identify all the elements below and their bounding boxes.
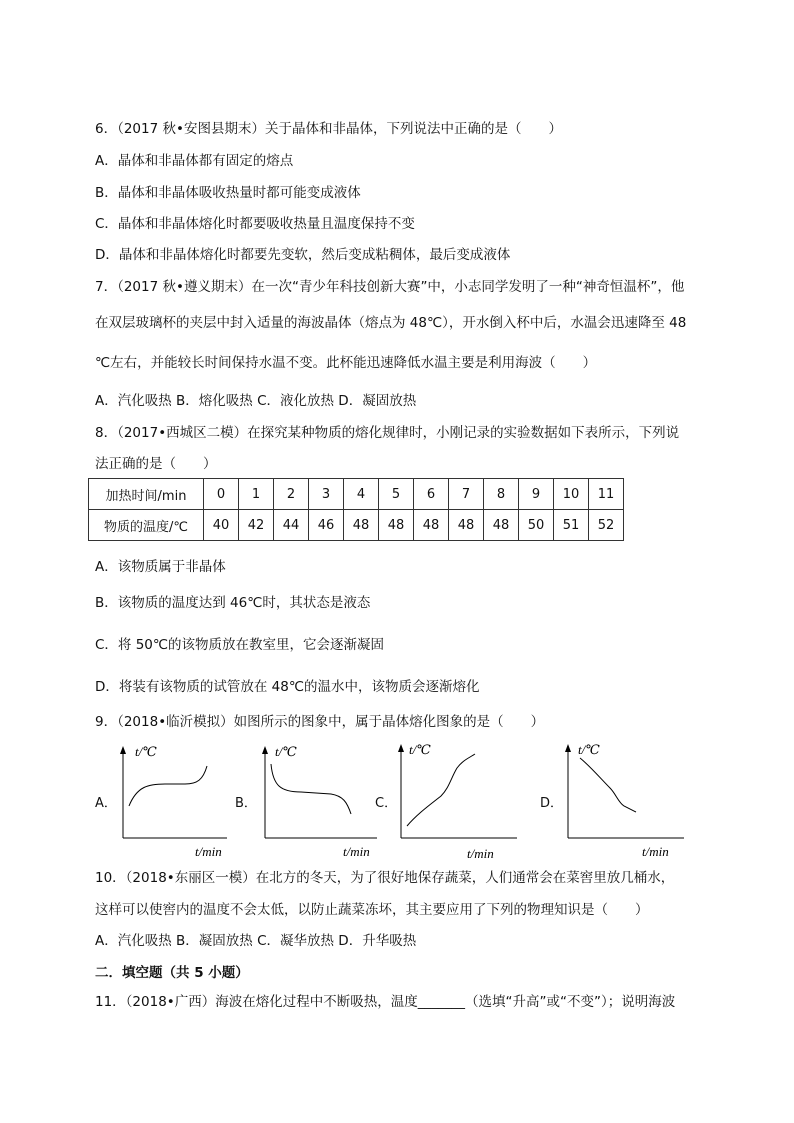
q10-line1: 10．（2018•东丽区一模）在北方的冬天，为了很好地保存蔬菜，人们通常会在菜窖里放几桶水， xyxy=(95,870,675,886)
time-cell: 9 xyxy=(519,479,554,510)
graph-b-xlabel: t/min xyxy=(343,844,370,859)
q6-option-a: A．晶体和非晶体都有固定的熔点 xyxy=(95,153,294,169)
q7-line1: 7．（2017 秋•遵义期末）在一次“青少年科技创新大赛”中，小志同学发明了一种“神奇恒温杯”，他 xyxy=(95,279,685,295)
q6-option-c: C．晶体和非晶体熔化时都要吸收热量且温度保持不变 xyxy=(95,216,415,232)
graph-d-ylabel: t/℃ xyxy=(578,742,600,757)
temp-cell: 48 xyxy=(414,510,449,541)
time-cell: 8 xyxy=(484,479,519,510)
graph-d-plot xyxy=(560,742,700,862)
q8-option-a: A．该物质属于非晶体 xyxy=(95,559,226,575)
q8-option-b: B．该物质的温度达到 46℃时，其状态是液态 xyxy=(95,595,371,611)
time-cell: 2 xyxy=(274,479,309,510)
graph-c-ylabel: t/℃ xyxy=(409,742,431,757)
time-cell: 6 xyxy=(414,479,449,510)
q7-line3: ℃左右，并能较长时间保持水温不变。此杯能迅速降低水温主要是利用海波（ ） xyxy=(95,355,597,371)
temp-cell: 44 xyxy=(274,510,309,541)
q7-line2: 在双层玻璃杯的夹层中封入适量的海波晶体（熔点为 48℃），开水倒入杯中后，水温会迅速降至 48 xyxy=(95,315,687,331)
graph-a-ylabel: t/℃ xyxy=(135,744,157,759)
q6-option-b: B．晶体和非晶体吸收热量时都可能变成液体 xyxy=(95,185,361,201)
time-cell: 4 xyxy=(344,479,379,510)
q11-line1: 11．（2018•广西）海波在熔化过程中不断吸热，温度_______（选填“升高”或“不变”）；说明海波 xyxy=(95,994,676,1010)
temp-cell: 42 xyxy=(239,510,274,541)
graph-d-xlabel: t/min xyxy=(642,844,669,859)
graph-a-xlabel: t/min xyxy=(195,844,222,859)
table-row xyxy=(89,510,624,541)
section-heading: 二．填空题（共 5 小题） xyxy=(95,965,249,981)
temp-cell: 48 xyxy=(344,510,379,541)
temp-cell: 48 xyxy=(484,510,519,541)
graph-b-plot xyxy=(257,742,387,862)
temp-cell: 50 xyxy=(519,510,554,541)
time-cell: 3 xyxy=(309,479,344,510)
time-cell: 7 xyxy=(449,479,484,510)
table-row-header: 加热时间/min xyxy=(89,479,204,510)
q7-options: A．汽化吸热 B．熔化吸热 C．液化放热 D．凝固放热 xyxy=(95,393,417,409)
q8-data-table xyxy=(88,478,624,541)
graph-c-label: C． xyxy=(375,796,398,811)
graph-b-label: B． xyxy=(235,796,257,811)
q8-line2: 法正确的是（ ） xyxy=(95,456,217,472)
time-cell: 11 xyxy=(589,479,624,510)
graph-c-xlabel: t/min xyxy=(467,846,494,861)
q8-line1: 8．（2017•西城区二模）在探究某种物质的熔化规律时，小刚记录的实验数据如下表所示，下列说 xyxy=(95,425,680,441)
table-row-header: 物质的温度/℃ xyxy=(89,510,204,541)
time-cell: 10 xyxy=(554,479,589,510)
temp-cell: 46 xyxy=(309,510,344,541)
q8-option-d: D．将装有该物质的试管放在 48℃的温水中，该物质会逐渐熔化 xyxy=(95,679,480,695)
graph-a-label: A． xyxy=(95,796,117,811)
graph-b-ylabel: t/℃ xyxy=(275,744,297,759)
table-row xyxy=(89,479,624,510)
graph-a-plot xyxy=(115,742,245,862)
graph-c-plot xyxy=(393,742,533,862)
time-cell: 1 xyxy=(239,479,274,510)
q10-options: A．汽化吸热 B．凝固放热 C．凝华放热 D．升华吸热 xyxy=(95,933,417,949)
q9-stem: 9．（2018•临沂模拟）如图所示的图象中，属于晶体熔化图象的是（ ） xyxy=(95,714,545,730)
q6-option-d: D．晶体和非晶体熔化时都要先变软，然后变成粘稠体，最后变成液体 xyxy=(95,247,511,263)
temp-cell: 48 xyxy=(379,510,414,541)
temp-cell: 48 xyxy=(449,510,484,541)
temp-cell: 52 xyxy=(589,510,624,541)
q8-option-c: C．将 50℃的该物质放在教室里，它会逐渐凝固 xyxy=(95,637,385,653)
temp-cell: 40 xyxy=(204,510,239,541)
graph-d-label: D． xyxy=(540,796,564,811)
time-cell: 0 xyxy=(204,479,239,510)
q10-line2: 这样可以使窖内的温度不会太低，以防止蔬菜冻坏，其主要应用了下列的物理知识是（ ） xyxy=(95,902,649,918)
q6-stem: 6．（2017 秋•安图县期末）关于晶体和非晶体，下列说法中正确的是（ ） xyxy=(95,121,562,137)
temp-cell: 51 xyxy=(554,510,589,541)
time-cell: 5 xyxy=(379,479,414,510)
